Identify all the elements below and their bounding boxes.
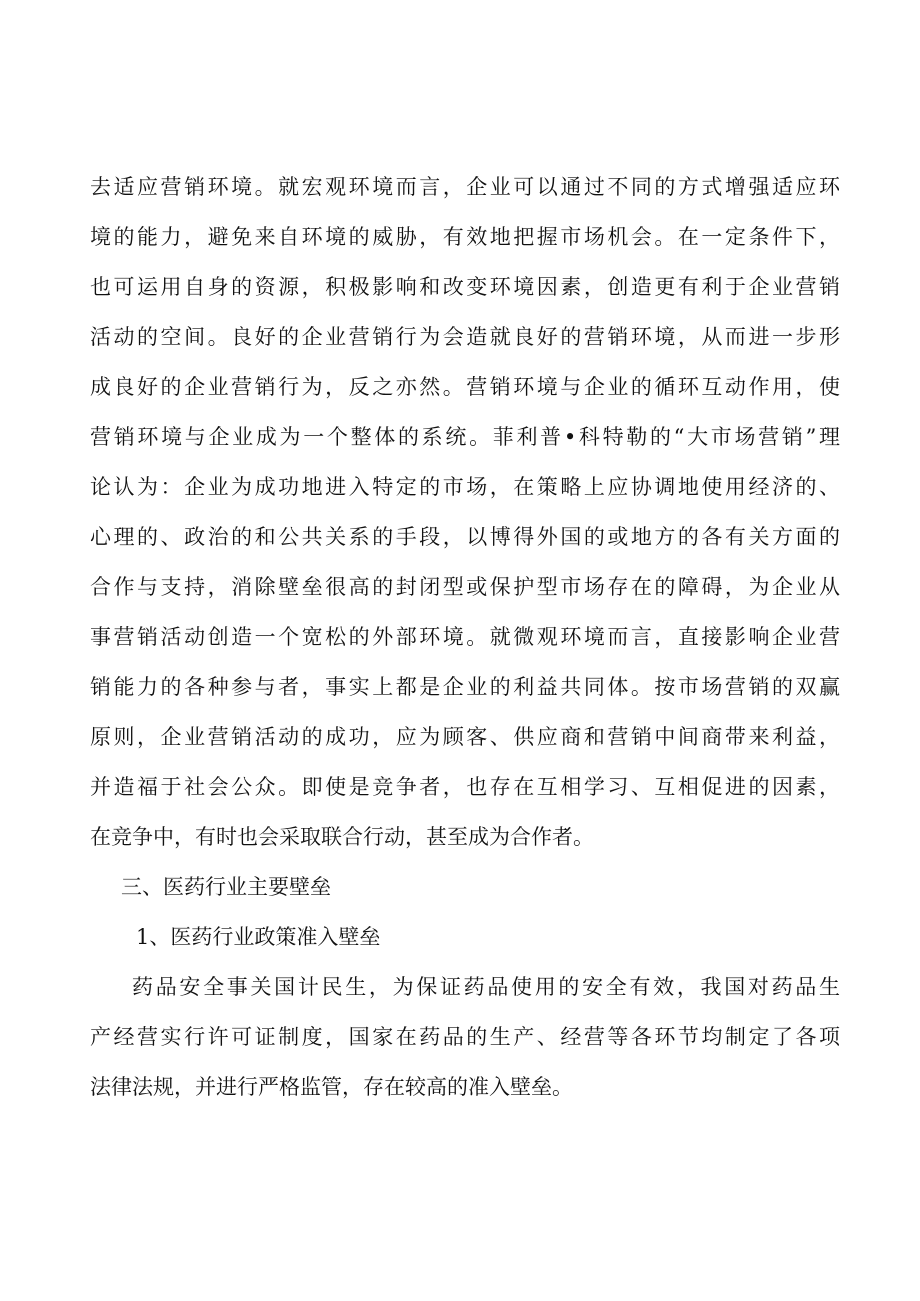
text-line: 事营销活动创造一个宽松的外部环境。就微观环境而言，直接影响企业营 — [90, 625, 840, 649]
text-line: 营销环境与企业成为一个整体的系统。菲利普•科特勒的“大市场营销”理 — [90, 425, 840, 449]
text-line: 心理的、政治的和公共关系的手段，以博得外国的或地方的各有关方面的 — [90, 525, 840, 549]
text-line: 在竞争中，有时也会采取联合行动，甚至成为合作者。 — [90, 825, 594, 849]
text-line: 法律法规，并进行严格监管，存在较高的准入壁垒。 — [90, 1075, 573, 1099]
text-line: 合作与支持，消除壁垒很高的封闭型或保护型市场存在的障碍，为企业从 — [90, 575, 840, 599]
text-line: 并造福于社会公众。即使是竞争者，也存在互相学习、互相促进的因素， — [90, 775, 840, 799]
subsection-heading: 1、医药行业政策准入壁垒 — [136, 925, 381, 949]
text-line: 去适应营销环境。就宏观环境而言，企业可以通过不同的方式增强适应环 — [90, 175, 840, 199]
text-line: 销能力的各种参与者，事实上都是企业的利益共同体。按市场营销的双赢 — [90, 675, 840, 699]
text-line: 活动的空间。良好的企业营销行为会造就良好的营销环境，从而进一步形 — [90, 325, 840, 349]
text-line: 原则，企业营销活动的成功，应为顾客、供应商和营销中间商带来利益， — [90, 725, 840, 749]
text-line: 也可运用自身的资源，积极影响和改变环境因素，创造更有利于企业营销 — [90, 275, 840, 299]
text-line: 境的能力，避免来自环境的威胁，有效地把握市场机会。在一定条件下， — [90, 225, 840, 249]
section-heading: 三、医药行业主要壁垒 — [121, 875, 331, 899]
text-line: 药品安全事关国计民生，为保证药品使用的安全有效，我国对药品生 — [132, 975, 840, 999]
text-line: 成良好的企业营销行为，反之亦然。营销环境与企业的循环互动作用，使 — [90, 375, 840, 399]
text-line: 论认为：企业为成功地进入特定的市场，在策略上应协调地使用经济的、 — [90, 475, 840, 499]
text-line: 产经营实行许可证制度，国家在药品的生产、经营等各环节均制定了各项 — [90, 1025, 840, 1049]
